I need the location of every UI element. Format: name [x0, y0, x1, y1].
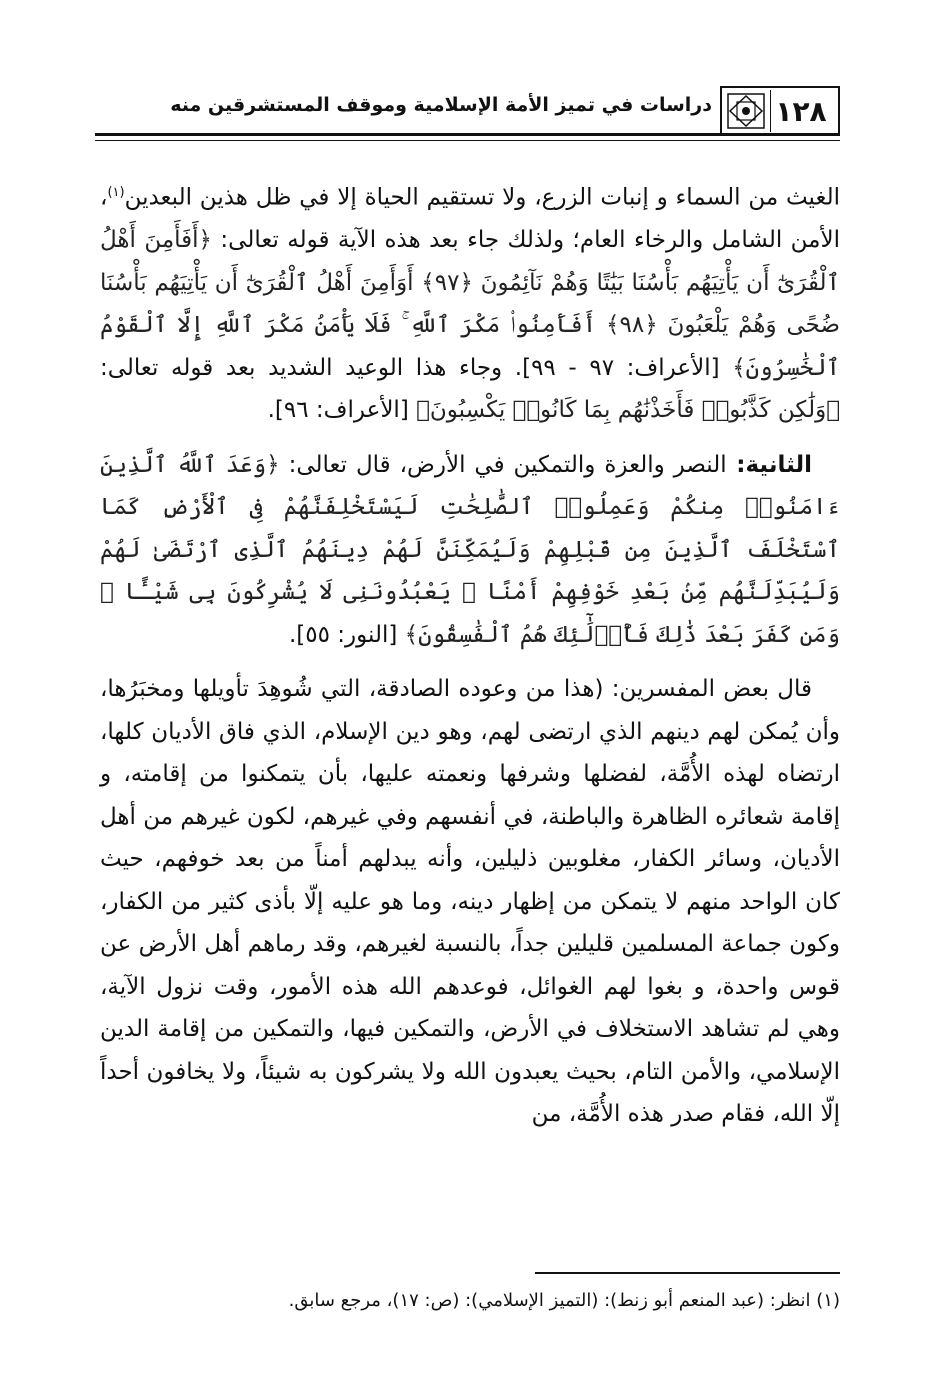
section-label: الثانية:	[726, 451, 813, 478]
quran-verse: ﴿وَعَدَ ٱللَّهُ ٱلَّذِينَ ءَامَنُوا۟ مِنكُمْ وَعَمِلُوا۟ ٱلصَّٰلِحَٰتِ لَيَسْتَخْلِفَنَّهُمْ فِى ٱلْأَرْضِ كَمَا ٱسْتَخْلَفَ ٱلَّذِينَ مِن قَبْلِهِمْ وَلَيُمَكِّنَنَّ لَهُمْ دِينَهُمُ ٱلَّذِى ٱرْتَضَىٰ لَهُمْ وَلَيُبَدِّلَنَّهُم مِّنۢ بَعْدِ خَوْفِهِمْ أَمْنًا ۚ يَعْبُدُونَنِى لَا يُشْرِكُونَ بِى شَيْـًٔا ۚ وَمَن كَفَرَ بَعْدَ ذَٰلِكَ فَأُو۟لَٰٓئِكَ هُمُ ٱلْفَٰسِقُونَ﴾	[100, 451, 840, 648]
verse-reference: [النور: ٥٥].	[288, 621, 405, 648]
header-rule	[95, 133, 840, 136]
running-title: دراسات في تميز الأمة الإسلامية وموقف المستشرقين منه	[170, 94, 712, 116]
footnote: (١) انظر: (عبد المنعم أبو زنط): (التميز الإسلامي): (ص: ١٧)، مرجع سابق.	[288, 1290, 840, 1311]
page-number-box	[720, 86, 840, 136]
main-text	[100, 172, 840, 1148]
footnote-separator	[535, 1272, 840, 1274]
paragraph-text: وجاء هذا الوعيد الشديد بعد قوله تعالى:	[100, 354, 503, 381]
paragraph-text: قال بعض المفسرين: (هذا من وعوده الصادقة، التي شُوهِدَ تأويلها ومخبَرُها، وأن يُمكن لهم دينهم الذي ارتضى لهم، وهو دين الإسلام، الذي فاق الأديان كلها، ارتضاه لهذه الأُمَّة، لفضلها وشرفها ونعمته عليها، بأن يتمكنوا من إقامته، و إقامة شعائره الظاهرة والباطنة، في أنفسهم وفي غيرهم، لكون غيرهم من أهل الأديان، وسائر الكفار، مغلوبين ذليلين، وأنه يبدلهم أمناً من بعد خوفهم، حيث كان الواحد منهم لا يتمكن من إظهار دينه، وما هو عليه إلّا بأذى كثير من الكفار، وكون جماعة المسلمين قليلين جداً، بالنسبة لغيرهم، وقد رماهم أهل الأرض عن قوس واحدة، و بغوا لهم الغوائل، فوعدهم الله هذه الأمور، وقت نزول الآية، وهي لم تشاهد الاستخلاف في الأرض، والتمكين فيها، والتمكين من إقامة الدين الإسلامي، والأمن التام، بحيث يعبدون الله ولا يشركون به شيئاً، ولا يخافون أحداً إلّا الله، فقام صدر هذه الأُمَّة، من	[100, 676, 840, 1128]
page-header	[95, 80, 840, 136]
paragraph-1	[100, 172, 840, 432]
page-number: ١٢٨	[775, 94, 827, 128]
paragraph-text: ، الأمن الشامل والرخاء العام؛ ولذلك جاء بعد هذه الآية قوله تعالى:	[100, 184, 840, 254]
paragraph-2	[100, 444, 840, 657]
header-rule-thin	[95, 140, 840, 141]
verse-reference: [الأعراف: ٩٦].	[267, 397, 417, 424]
quran-verse: ﴿وَلَٰكِن كَذَّبُوا۟ فَأَخَذْنَٰهُم بِمَا كَانُوا۟ يَكْسِبُونَ﴾	[416, 397, 840, 424]
footnote-marker: (١)	[107, 185, 125, 200]
paragraph-text: النصر والعزة والتمكين في الأرض، قال تعالى:	[279, 451, 727, 478]
paragraph-3	[100, 668, 840, 1136]
quran-verse: ﴿أَفَأَمِنَ أَهْلُ ٱلْقُرَىٰٓ أَن يَأْتِيَهُم بَأْسُنَا بَيَٰتًا وَهُمْ نَآئِمُونَ ﴿٩٧﴾ أَوَأَمِنَ أَهْلُ ٱلْقُرَىٰٓ أَن يَأْتِيَهُم بَأْسُنَا ضُحًى وَهُمْ يَلْعَبُونَ ﴿٩٨﴾ أَفَأَمِنُوا۟ مَكْرَ ٱللَّهِ ۚ فَلَا يَأْمَنُ مَكْرَ ٱللَّهِ إِلَّا ٱلْقَوْمُ ٱلْخَٰسِرُونَ﴾	[100, 227, 840, 381]
ornament-icon	[722, 90, 771, 132]
verse-reference: [الأعراف: ٩٧ - ٩٩].	[502, 354, 733, 381]
paragraph-text: الغيث من السماء و إنبات الزرع، ولا تستقيم الحياة إلا في ظل هذين البعدين	[124, 184, 840, 211]
